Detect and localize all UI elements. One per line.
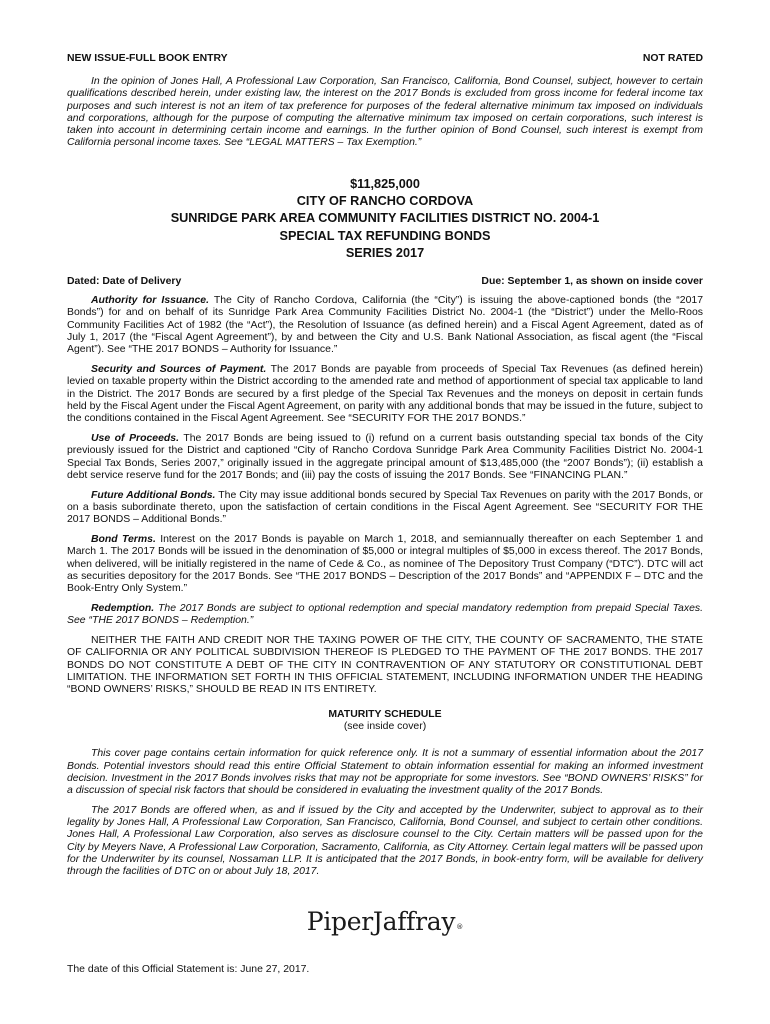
paragraph-authority (67, 295, 703, 356)
dated-due-row (67, 276, 703, 288)
paragraph-bond-terms (67, 534, 703, 595)
paragraph-heading: Use of Proceeds. (91, 432, 179, 444)
paragraph-text: The 2017 Bonds are being issued to (i) refund on a current basis outstanding special tax bonds of the City previously issued for the District and captioned “City of Rancho Cordova Sunridge Park Area Community Facilities District No. 2004-1 Special Tax Bonds, Series 2007,” originally issued in the aggregate principal amount of $13,485,000 (the “2007 Bonds”); (ii) establish a debt service reserve fund for the 2017 Bonds; and (iii) pay the costs of issuing the 2017 Bonds. See “FINANCING PLAN.” (67, 432, 703, 481)
maturity-schedule (67, 709, 703, 734)
issue-type: NEW ISSUE-FULL BOOK ENTRY (67, 53, 228, 64)
paragraph-heading: Security and Sources of Payment. (91, 363, 267, 375)
liability-disclaimer: NEITHER THE FAITH AND CREDIT NOR THE TAXING POWER OF THE CITY, THE COUNTY OF SACRAMENTO, THE STATE OF CALIFORNIA OR ANY POLITICAL SUBDIVISION THEREOF IS PLEDGED TO THE PAYMENT OF THE 2017 BONDS. THE 2017 BONDS DO NOT CONSTITUTE A DEBT OF THE CITY IN CONTRAVENTION OF ANY STATUTORY OR CONSTITUTIONAL DEBT LIMITATION. THE INFORMATION SET FORTH IN THIS OFFICIAL STATEMENT, INCLUDING INFORMATION UNDER THE HEADING “BOND OWNERS’ RISKS,” SHOULD BE READ IN ITS ENTIRETY. (67, 635, 703, 696)
offering-note: The 2017 Bonds are offered when, as and if issued by the City and accepted by the Underwriter, subject to approval as to their legality by Jones Hall, A Professional Law Corporation, San Francisco, California, Bond Counsel, and subject to certain other conditions. Jones Hall, A Professional Law Corporation, also serves as disclosure counsel to the City. Certain matters will be passed upon for the City by Meyers Nave, A Professional Law Corporation, Sacramento, California, as City Attorney. Certain legal matters will be passed upon for the Underwriter by its counsel, Nossaman LLP. It is anticipated that the 2017 Bonds, in book-entry form, will be available for delivery through the facilities of DTC on or about July 18, 2017. (67, 804, 703, 878)
paragraph-text: The City may issue additional bonds secured by Special Tax Revenues on parity with the 2017 Bonds, or on a basis subordinate thereto, upon the satisfaction of certain conditions in the Fiscal Agent Agreement. See “SECURITY FOR THE 2017 BONDS – Additional Bonds.” (67, 489, 703, 526)
paragraph-heading: Redemption. (91, 603, 155, 615)
paragraph-future-bonds (67, 490, 703, 527)
maturity-title: MATURITY SCHEDULE (328, 708, 442, 720)
paragraph-use-of-proceeds (67, 433, 703, 482)
bond-type: SPECIAL TAX REFUNDING BONDS (279, 228, 491, 243)
paragraph-text: The 2017 Bonds are payable from proceeds of Special Tax Revenues (as defined herein) levied on taxable property within the District according to the amended rate and method of apportionment of special tax applicable to land in the District. The 2017 Bonds are secured by a first pledge of the Special Tax Revenues and the moneys on deposit in certain funds held by the Fiscal Agent under the Fiscal Agent Agreement, on parity with any additional bonds that may be issued in the future, subject to the conditions contained in the Fiscal Agent Agreement. See “SECURITY FOR THE 2017 BONDS.” (67, 363, 703, 425)
statement-date: The date of this Official Statement is: June 27, 2017. (67, 964, 310, 975)
paragraph-heading: Bond Terms. (91, 534, 156, 546)
cover-body (67, 295, 703, 886)
paragraph-text: The 2017 Bonds are subject to optional redemption and special mandatory redemption from prepaid Special Taxes. See “THE 2017 BONDS – Redemption.” (67, 603, 703, 627)
paragraph-text: Interest on the 2017 Bonds is payable on March 1, 2018, and semiannually thereafter on each September 1 and March 1. The 2017 Bonds will be issued in the denomination of $5,000 or integral multiples of $5,000 in excess thereof. The 2017 Bonds, when delivered, will be initially registered in the name of Cede & Co., as nominee of The Depository Trust Company (“DTC”). DTC will act as securities depository for the 2017 Bonds. See “THE 2017 BONDS – Description of the 2017 Bonds” and “APPENDIX F – DTC and the Book-Entry Only System.” (67, 534, 704, 595)
district-name: SUNRIDGE PARK AREA COMMUNITY FACILITIES DISTRICT NO. 2004-1 (170, 211, 600, 226)
underwriter-logo (67, 907, 703, 936)
dated-date: Dated: Date of Delivery (67, 276, 182, 287)
bond-counsel-opinion: In the opinion of Jones Hall, A Professional Law Corporation, San Francisco, California, Bond Counsel, subject, however to certain qualifications described herein, under existing law, the interest on the 2017 Bonds is excluded from gross income for federal income tax purposes and such interest is not an item of tax preference for purposes of the federal alternative minimum tax imposed on individuals and corporations, although for the purpose of computing the alternative minimum tax imposed on certain corporations, such interest is taken into account in determining certain income and earnings. In the further opinion of Bond Counsel, such interest is exempt from California personal income taxes. See “LEGAL MATTERS – Tax Exemption.” (67, 76, 703, 149)
paragraph-security (67, 364, 703, 425)
registered-mark: ® (456, 923, 464, 931)
maturity-note: (see inside cover) (343, 720, 427, 732)
official-statement-cover (67, 0, 703, 1024)
spacer (67, 733, 703, 748)
issuer-name: CITY OF RANCHO CORDOVA (296, 194, 474, 209)
rating-status: NOT RATED (642, 53, 703, 64)
series-name: SERIES 2017 (345, 245, 425, 260)
header-row (67, 53, 703, 65)
quick-reference-note: This cover page contains certain information for quick reference only. It is not a summary of essential information about the 2017 Bonds. Potential investors should read this entire Official Statement to obtain information essential for making an informed investment decision. Investment in the 2017 Bonds involves risks that may not be appropriate for some investors. See “BOND OWNERS’ RISKS” for a discussion of special risk factors that should be considered in evaluating the investment quality of the 2017 Bonds. (67, 748, 703, 797)
paragraph-heading: Future Additional Bonds. (91, 489, 216, 501)
title-block (67, 176, 703, 262)
due-date: Due: September 1, as shown on inside cover (481, 276, 703, 287)
logo-wordmark: PiperJaffray (306, 907, 456, 936)
paragraph-heading: Authority for Issuance. (91, 295, 209, 306)
paragraph-redemption (67, 603, 703, 628)
paragraph-text: The City of Rancho Cordova, California (the “City”) is issuing the above-captioned bonds (the “2017 Bonds”) for and on behalf of its Sunridge Park Area Community Facilities District No. 2004-1 (the “District”) under the Mello-Roos Community Facilities Act of 1982 (the “Act”), the Resolution of Issuance (as defined herein) and a Fiscal Agent Agreement, dated as of July 1, 2017 (the “Fiscal Agent Agreement”), by and between the City and U.S. Bank National Association, as fiscal agent (the “Fiscal Agent”). See “THE 2017 BONDS – Authority for Issuance.” (67, 295, 704, 356)
principal-amount: $11,825,000 (350, 177, 420, 191)
